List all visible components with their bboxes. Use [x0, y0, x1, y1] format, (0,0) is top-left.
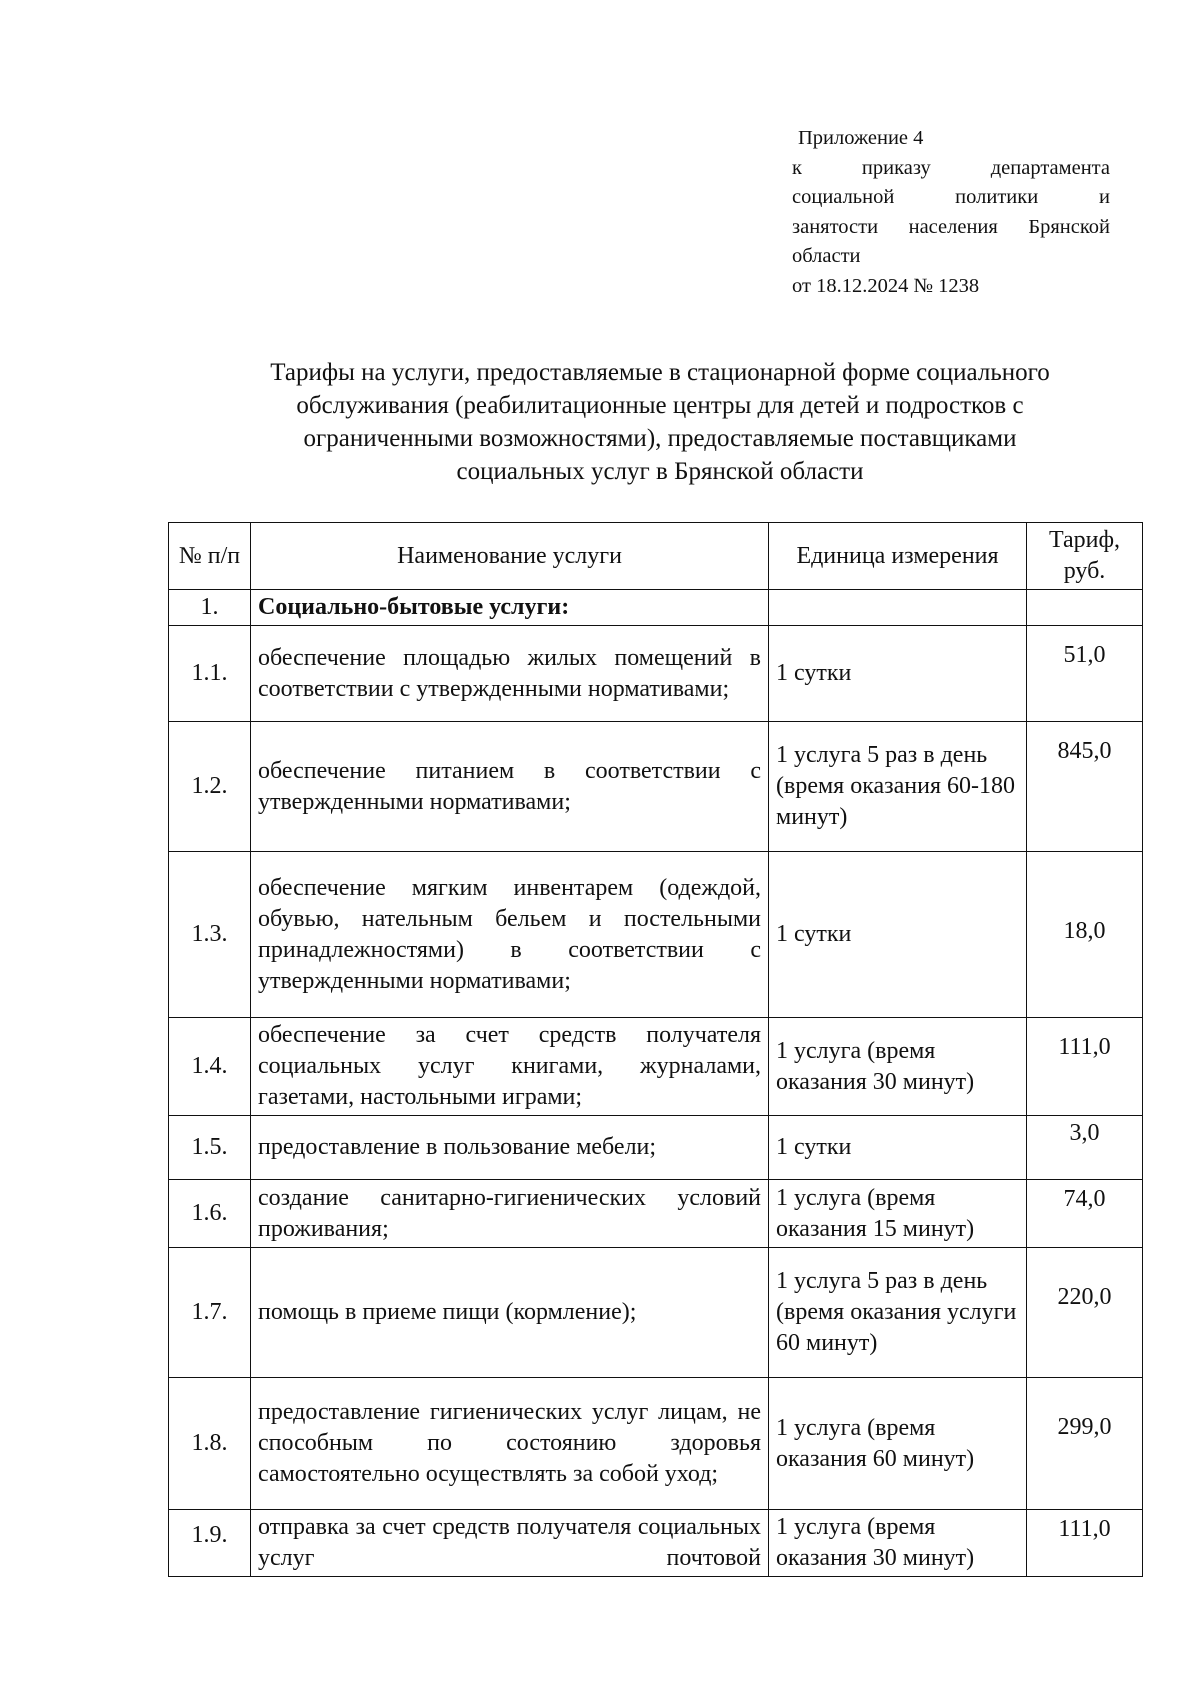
row-unit: 1 услуга (время оказания 15 минут) — [769, 1180, 1027, 1248]
row-unit: 1 услуга (время оказания 60 минут) — [769, 1378, 1027, 1510]
section-num: 1. — [169, 590, 251, 626]
header-name: Наименование услуги — [251, 523, 769, 590]
table-row — [169, 852, 1143, 1018]
row-tariff: 111,0 — [1027, 1018, 1143, 1116]
title-line: Тарифы на услуги, предоставляемые в стационарной форме социального — [270, 359, 1050, 386]
row-num: 1.9. — [169, 1510, 251, 1577]
row-service-name: предоставление в пользование мебели; — [251, 1116, 769, 1180]
header-tariff: Тариф, руб. — [1027, 523, 1143, 590]
table-row — [169, 1510, 1143, 1577]
table-header-row — [169, 523, 1143, 590]
row-num: 1.4. — [169, 1018, 251, 1116]
table-row — [169, 1116, 1143, 1180]
row-unit: 1 услуга (время оказания 30 минут) — [769, 1018, 1027, 1116]
table-row — [169, 1180, 1143, 1248]
row-tariff: 51,0 — [1027, 626, 1143, 722]
row-tariff: 3,0 — [1027, 1116, 1143, 1180]
header-num: № п/п — [169, 523, 251, 590]
row-tariff: 220,0 — [1027, 1248, 1143, 1378]
row-unit: 1 сутки — [769, 626, 1027, 722]
title-line: социальных услуг в Брянской области — [456, 458, 864, 485]
appendix-line: занятости населения Брянской — [792, 215, 1110, 238]
row-num: 1.6. — [169, 1180, 251, 1248]
appendix-order-date: от 18.12.2024 № 1238 — [792, 274, 980, 297]
row-num: 1.7. — [169, 1248, 251, 1378]
row-service-name: помощь в приеме пищи (кормление); — [251, 1248, 769, 1378]
section-unit-empty — [769, 590, 1027, 626]
row-unit: 1 сутки — [769, 1116, 1027, 1180]
tariffs-table — [168, 522, 1143, 1577]
row-tariff: 845,0 — [1027, 722, 1143, 852]
appendix-title: Приложение 4 — [798, 127, 924, 149]
table-row — [169, 626, 1143, 722]
table-row — [169, 1378, 1143, 1510]
row-service-name: создание санитарно-гигиенических условий проживания; — [251, 1180, 769, 1248]
row-tariff: 299,0 — [1027, 1378, 1143, 1510]
section-tariff-empty — [1027, 590, 1143, 626]
row-service-name: обеспечение за счет средств получателя социальных услуг книгами, журналами, газетами, настольными играми; — [251, 1018, 769, 1116]
document-title — [160, 356, 1160, 488]
row-num: 1.8. — [169, 1378, 251, 1510]
row-unit: 1 сутки — [769, 852, 1027, 1018]
table-row — [169, 1018, 1143, 1116]
section-row — [169, 590, 1143, 626]
row-service-name: отправка за счет средств получателя социальных услуг почтовой — [251, 1510, 769, 1577]
row-num: 1.1. — [169, 626, 251, 722]
row-unit: 1 услуга 5 раз в день (время оказания 60-180 минут) — [769, 722, 1027, 852]
row-service-name: предоставление гигиенических услуг лицам, не способным по состоянию здоровья самостоятельно осуществлять за собой уход; — [251, 1378, 769, 1510]
appendix-line: области — [792, 245, 861, 267]
row-tariff: 111,0 — [1027, 1510, 1143, 1577]
row-num: 1.2. — [169, 722, 251, 852]
appendix-line: к приказу департамента — [792, 156, 1110, 179]
row-service-name: обеспечение питанием в соответствии с утвержденными нормативами; — [251, 722, 769, 852]
row-unit: 1 услуга 5 раз в день (время оказания услуги 60 минут) — [769, 1248, 1027, 1378]
row-service-name: обеспечение мягким инвентарем (одеждой, обувью, нательным бельем и постельными принадлежностями) в соответствии с утвержденными нормативами; — [251, 852, 769, 1018]
section-name: Социально-бытовые услуги: — [251, 590, 769, 626]
row-num: 1.3. — [169, 852, 251, 1018]
title-line: обслуживания (реабилитационные центры для детей и подростков с — [296, 392, 1024, 419]
row-service-name: обеспечение площадью жилых помещений в соответствии с утвержденными нормативами; — [251, 626, 769, 722]
table-row — [169, 722, 1143, 852]
row-tariff: 74,0 — [1027, 1180, 1143, 1248]
appendix-line: социальной политики и — [792, 186, 1110, 208]
row-tariff: 18,0 — [1027, 852, 1143, 1018]
title-line: ограниченными возможностями), предоставляемые поставщиками — [303, 425, 1017, 452]
table-row — [169, 1248, 1143, 1378]
appendix-block — [792, 124, 1110, 301]
row-num: 1.5. — [169, 1116, 251, 1180]
row-unit: 1 услуга (время оказания 30 минут) — [769, 1510, 1027, 1577]
header-unit: Единица измерения — [769, 523, 1027, 590]
